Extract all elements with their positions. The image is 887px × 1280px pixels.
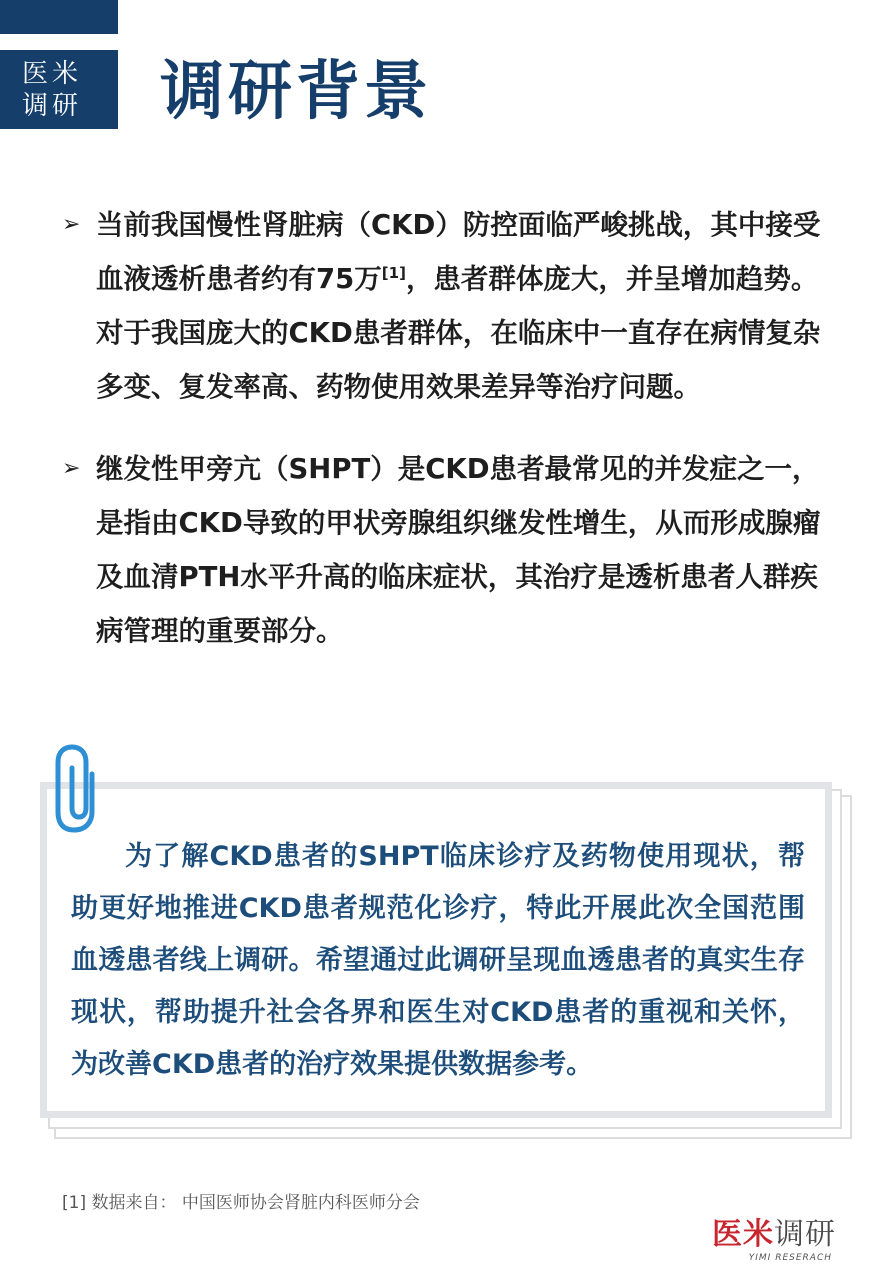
arrow-icon: ➢ bbox=[62, 456, 81, 481]
logo-wordmark bbox=[712, 1218, 852, 1252]
bullet-text: 继发性甲旁亢（SHPT）是CKD患者最常见的并发症之一，是指由CKD导致的甲状旁腺组织继发性增生，从而形成腺瘤及血清PTH水平升高的临床症状，其治疗是透析患者人群疾病管理的重要部分。 bbox=[96, 453, 821, 647]
brand-line-1: 医米 bbox=[22, 58, 83, 89]
logo-subtitle: YIMI RESERACH bbox=[748, 1253, 832, 1263]
top-accent-bar bbox=[0, 0, 118, 34]
bullet-item-shpt bbox=[62, 442, 822, 658]
arrow-icon: ➢ bbox=[62, 212, 81, 237]
logo-red-text: 医米 bbox=[712, 1217, 774, 1252]
bullet-item-ckd bbox=[62, 198, 822, 414]
company-logo bbox=[712, 1218, 852, 1268]
brand-badge bbox=[0, 50, 118, 129]
bullet-text-part2: ，患者群体庞大，并呈增加趋势。对于我国庞大的CKD患者群体，在临床中一直存在病情复杂多变、复发率高、药物使用效果差异等治疗问题。 bbox=[96, 263, 821, 403]
citation-marker: [1] bbox=[381, 263, 406, 282]
bullet-list bbox=[62, 198, 822, 658]
brand-line-2: 调研 bbox=[22, 90, 83, 121]
page-title: 调研背景 bbox=[160, 55, 432, 129]
bullet-text-part1: 当前我国慢性肾脏病（CKD）防控面临严峻挑战，其中接受血液透析患者约有75万 bbox=[96, 209, 821, 295]
logo-grey-text: 调研 bbox=[774, 1217, 836, 1252]
footnote: [1] 数据来自： 中国医师协会肾脏内科医师分会 bbox=[62, 1193, 420, 1213]
highlight-text: 为了解CKD患者的SHPT临床诊疗及药物使用现状，帮助更好地推进CKD患者规范化诊疗，特此开展此次全国范围血透患者线上调研。希望通过此调研呈现血透患者的真实生存现状，帮助提升社会各界和医生对CKD患者的重视和关怀，为改善CKD患者的治疗效果提供数据参考。 bbox=[71, 841, 805, 1080]
paperclip-icon bbox=[52, 744, 112, 834]
highlight-card bbox=[40, 782, 832, 1118]
